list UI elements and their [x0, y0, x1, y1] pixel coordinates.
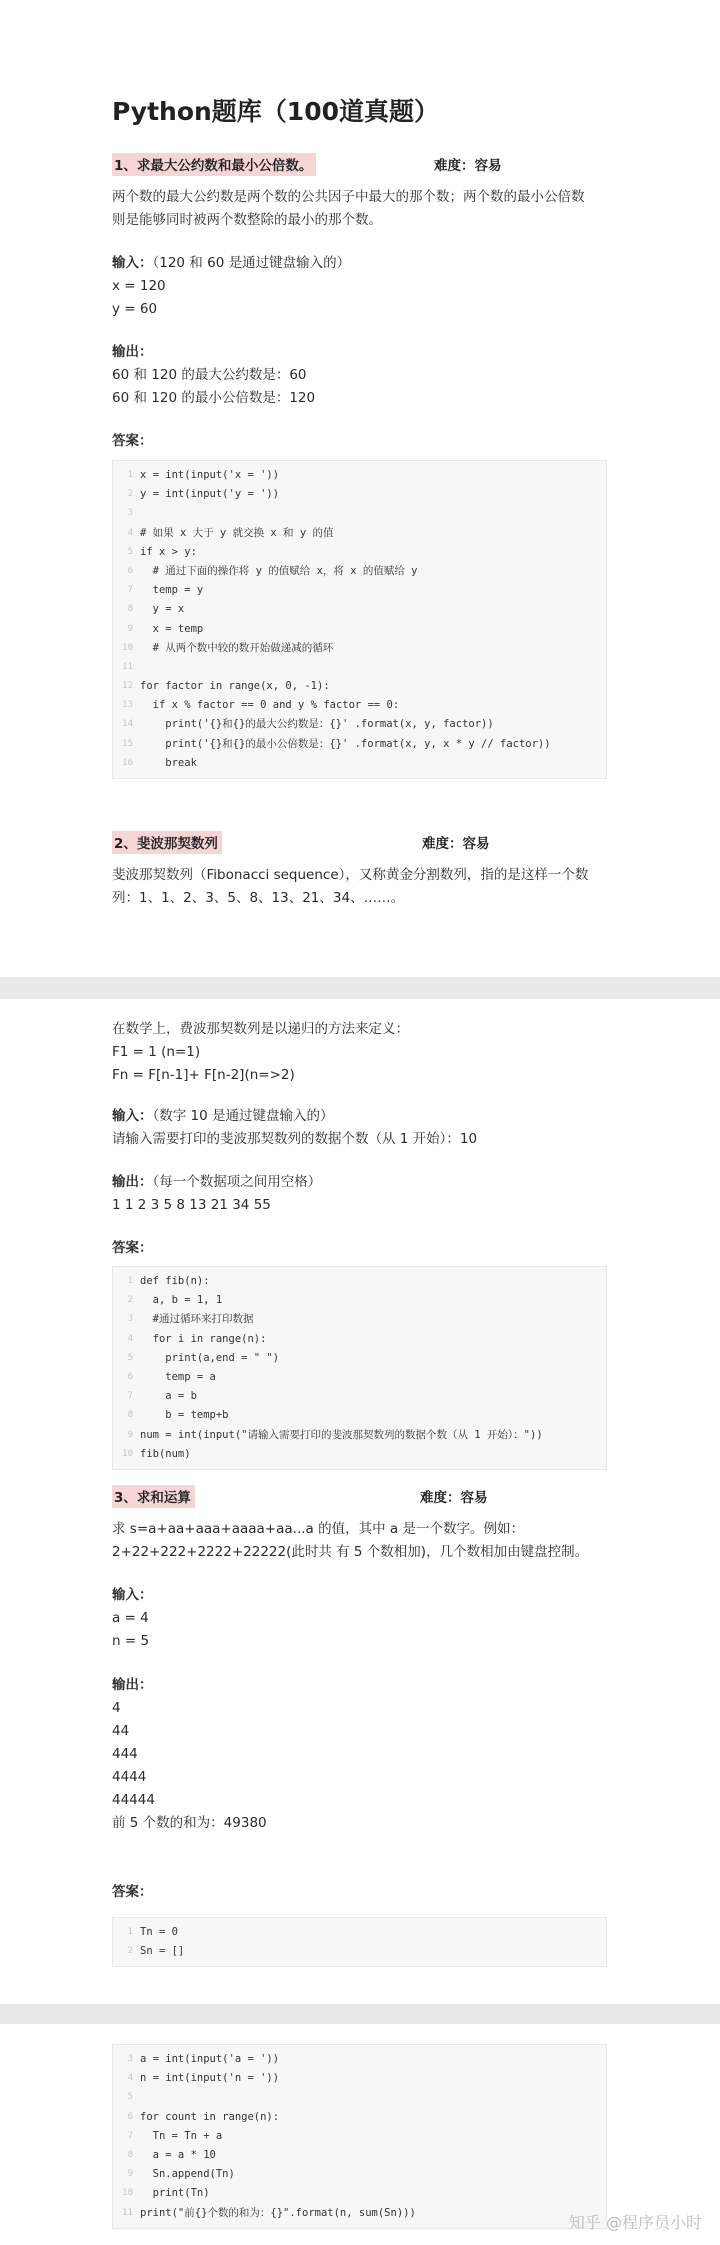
code-text: if x % factor == 0 and y % factor == 0:: [140, 699, 400, 712]
desc-line: 求 s=a+aa+aaa+aaaa+aa...a 的值，其中 a 是一个数字。例如：: [112, 1521, 524, 1537]
code-text: [140, 504, 606, 523]
line-number: 8: [127, 604, 133, 615]
code-line: [113, 2204, 606, 2223]
desc-line: 斐波那契数列（Fibonacci sequence），又称黄金分割数列，指的是这样一个数: [112, 867, 589, 883]
code-text: for i in range(n):: [140, 1332, 267, 1345]
code-line: [113, 1368, 606, 1387]
code-line: [113, 620, 606, 639]
code-line: [113, 1291, 606, 1310]
code-line: [113, 1272, 606, 1291]
code-line: [113, 562, 606, 581]
output-line: 44: [112, 1723, 130, 1739]
line-number: 3: [127, 1314, 133, 1325]
code-text: y = x: [140, 603, 185, 616]
line-number: 9: [127, 623, 133, 634]
code-text: temp = a: [140, 1370, 216, 1383]
output-line: 44444: [112, 1792, 155, 1808]
line-number: 9: [127, 2169, 133, 2180]
line-number: 1: [127, 470, 133, 480]
line-number: 7: [127, 1391, 133, 1402]
section-3-difficulty: 难度：容易: [420, 1490, 488, 1506]
code-text: b = temp+b: [140, 1409, 229, 1422]
code-text: y = int(input('y = ')): [140, 488, 280, 501]
code-text: x = int(input('x = ')): [140, 469, 280, 481]
code-text: n = int(input('n = ')): [140, 2072, 280, 2085]
line-number: 2: [127, 1946, 133, 1957]
code-line: [113, 600, 606, 619]
code-line: [113, 1330, 606, 1349]
line-number: 2: [127, 489, 133, 500]
section-2-difficulty: 难度：容易: [422, 836, 490, 852]
code-text: # 如果 x 大于 y 就交换 x 和 y 的值: [140, 526, 334, 539]
line-number: 5: [127, 2092, 133, 2103]
code-block-3a: [112, 1917, 607, 1967]
code-line: [113, 524, 606, 543]
code-text: Tn = Tn + a: [140, 2129, 223, 2142]
desc-line: 则是能够同时被两个数整除的最小的那个数。: [112, 212, 382, 228]
input-line: y = 60: [112, 301, 158, 317]
code-text: x = temp: [140, 622, 204, 635]
code-text: a = b: [140, 1390, 197, 1403]
desc-line: 列：1、1、2、3、5、8、13、21、34、……。: [112, 890, 405, 906]
input-label: 输入：: [112, 255, 153, 271]
code-line: [113, 677, 606, 696]
code-line: [113, 2088, 606, 2107]
code-text: print('{}和{}的最小公倍数是：{}' .format(x, y, x * y // factor)): [140, 737, 551, 750]
def-line: 在数学上，费波那契数列是以递归的方法来定义：: [112, 1021, 409, 1037]
code-text: def fib(n):: [140, 1275, 210, 1287]
def-line: F1 = 1 (n=1): [112, 1044, 201, 1060]
code-text: a = a * 10: [140, 2148, 216, 2161]
code-text: Sn = []: [140, 1945, 185, 1958]
code-text: [140, 658, 606, 677]
input-line: n = 5: [112, 1633, 150, 1649]
output-line: 60 和 120 的最大公约数是：60: [112, 367, 307, 383]
code-line: [113, 1426, 606, 1445]
line-number: 7: [127, 585, 133, 596]
code-line: [113, 2050, 606, 2069]
line-number: 2: [127, 1295, 133, 1306]
line-number: 8: [127, 2149, 133, 2160]
code-line: [113, 2127, 606, 2146]
line-number: 4: [127, 1333, 133, 1344]
line-number: 16: [122, 757, 133, 768]
code-text: Tn = 0: [140, 1926, 178, 1938]
code-line: [113, 581, 606, 600]
desc-line: 两个数的最大公约数是两个数的公共因子中最大的那个数；两个数的最小公倍数: [112, 189, 585, 205]
code-line: [113, 485, 606, 504]
code-text: break: [140, 756, 197, 769]
page-1: [0, 0, 720, 977]
input-line: x = 120: [112, 278, 166, 294]
code-line: [113, 1349, 606, 1368]
line-number: 6: [127, 2111, 133, 2122]
code-block-1: [112, 460, 607, 779]
input-note: （数字 10 是通过键盘输入的）: [152, 1108, 334, 1124]
line-number: 10: [122, 2188, 133, 2199]
code-text: print("前{}个数的和为：{}".format(n, sum(Sn))): [140, 2206, 416, 2219]
answer-label: 答案：: [112, 1240, 153, 1256]
code-line: [113, 1942, 606, 1961]
answer-label: 答案：: [112, 433, 153, 449]
page-gap: [0, 977, 720, 999]
code-line: [113, 466, 606, 485]
code-text: #通过循环来打印数据: [140, 1313, 254, 1326]
code-line: [113, 754, 606, 773]
code-line: [113, 1923, 606, 1942]
code-line: [113, 1445, 606, 1464]
code-text: print(Tn): [140, 2187, 210, 2200]
line-number: 7: [127, 2130, 133, 2141]
line-number: 6: [127, 1371, 133, 1382]
page-gap: [0, 2004, 720, 2024]
output-label: 输出：: [112, 1174, 153, 1190]
code-line: [113, 639, 606, 658]
page-3: [0, 2024, 720, 2245]
line-number: 9: [127, 1429, 133, 1440]
code-block-2: [112, 1266, 607, 1470]
input-label: 输入：: [112, 1108, 153, 1124]
line-number: 14: [122, 719, 133, 730]
output-line: 1 1 2 3 5 8 13 21 34 55: [112, 1197, 271, 1213]
line-number: 1: [127, 1276, 133, 1286]
input-line: a = 4: [112, 1610, 149, 1626]
code-line: [113, 696, 606, 715]
code-text: Sn.append(Tn): [140, 2168, 235, 2181]
line-number: 10: [122, 1448, 133, 1459]
output-label: 输出：: [112, 1677, 153, 1693]
code-line: [113, 715, 606, 734]
output-line: 4: [112, 1700, 121, 1716]
page-title: Python题库（100道真题）: [112, 97, 439, 126]
code-line: [113, 543, 606, 562]
code-text: # 从两个数中较的数开始做递减的循环: [140, 641, 334, 654]
code-line: [113, 504, 606, 523]
code-text: print(a,end = " "): [140, 1351, 280, 1364]
def-line: Fn = F[n-1]+ F[n-2](n=>2): [112, 1067, 295, 1083]
code-text: temp = y: [140, 584, 204, 597]
line-number: 3: [127, 2054, 133, 2064]
line-number: 4: [127, 527, 133, 538]
line-number: 11: [122, 661, 133, 672]
code-line: [113, 2184, 606, 2203]
code-line: [113, 2069, 606, 2088]
line-number: 10: [122, 642, 133, 653]
code-text: if x > y:: [140, 545, 197, 558]
code-text: a, b = 1, 1: [140, 1294, 223, 1307]
output-line: 60 和 120 的最小公倍数是：120: [112, 390, 316, 406]
line-number: 3: [127, 508, 133, 519]
code-line: [113, 658, 606, 677]
code-line: [113, 1310, 606, 1329]
code-text: num = int(input("请输入需要打印的斐波那契数列的数据个数（从 1 开始）：")): [140, 1428, 543, 1441]
line-number: 5: [127, 546, 133, 557]
code-line: [113, 2165, 606, 2184]
code-line: [113, 735, 606, 754]
code-text: fib(num): [140, 1447, 191, 1460]
line-number: 12: [122, 681, 133, 692]
output-label: 输出：: [112, 344, 153, 360]
code-block-3b: [112, 2044, 607, 2229]
section-3-title: 3、求和运算: [112, 1485, 195, 1508]
watermark: 知乎 @程序员小时: [568, 2213, 702, 2232]
output-line: 444: [112, 1746, 138, 1762]
section-1-difficulty: 难度：容易: [434, 158, 502, 174]
line-number: 5: [127, 1352, 133, 1363]
code-text: # 通过下面的操作将 y 的值赋给 x，将 x 的值赋给 y: [140, 564, 418, 577]
code-line: [113, 2146, 606, 2165]
line-number: 11: [122, 2207, 133, 2218]
output-line: 4444: [112, 1769, 147, 1785]
output-line: 前 5 个数的和为：49380: [112, 1815, 267, 1831]
answer-label: 答案：: [112, 1884, 153, 1900]
line-number: 4: [127, 2073, 133, 2084]
input-line: 请输入需要打印的斐波那契数列的数据个数（从 1 开始）：10: [112, 1131, 478, 1147]
line-number: 6: [127, 565, 133, 576]
section-2-title: 2、斐波那契数列: [112, 831, 222, 854]
code-text: [140, 2088, 606, 2107]
code-line: [113, 1406, 606, 1425]
line-number: 15: [122, 738, 133, 749]
line-number: 13: [122, 700, 133, 711]
page-2: [0, 999, 720, 2004]
line-number: 1: [127, 1927, 133, 1937]
code-text: a = int(input('a = ')): [140, 2053, 280, 2065]
code-line: [113, 2108, 606, 2127]
input-note: （120 和 60 是通过键盘输入的）: [152, 255, 351, 271]
section-1-title: 1、求最大公约数和最小公倍数。: [112, 153, 316, 176]
line-number: 8: [127, 1410, 133, 1421]
code-line: [113, 1387, 606, 1406]
desc-line: 2+22+222+2222+22222(此时共 有 5 个数相加)，几个数相加由键盘控制。: [112, 1544, 589, 1560]
output-note: （每一个数据项之间用空格）: [152, 1174, 322, 1190]
input-label: 输入：: [112, 1587, 153, 1603]
code-text: for factor in range(x, 0, -1):: [140, 680, 330, 693]
code-text: print('{}和{}的最大公约数是：{}' .format(x, y, factor)): [140, 718, 494, 731]
code-text: for count in range(n):: [140, 2110, 280, 2123]
